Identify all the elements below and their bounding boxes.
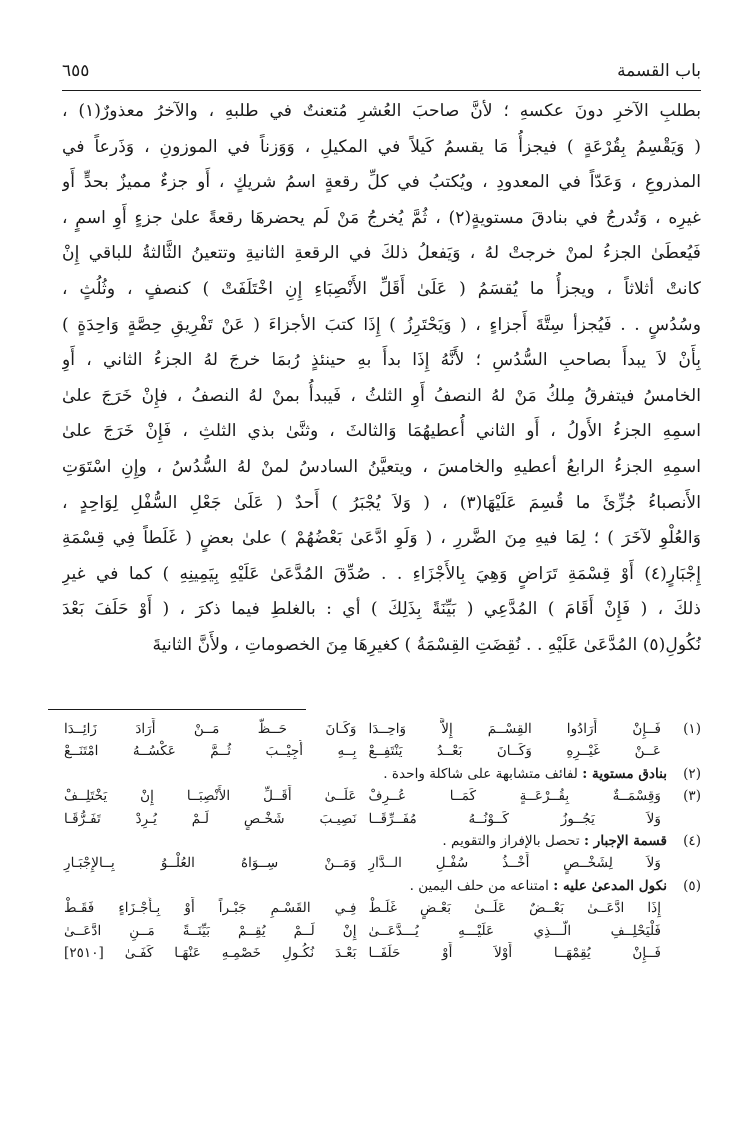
verse-first-hemistich: وَقِسْمَــةٌ بِقُــرْعَــةٍ كَمَــا عُــرِفْ <box>368 788 661 805</box>
footnote-row <box>58 785 701 807</box>
gloss-line <box>58 875 667 897</box>
footnote-row <box>58 942 701 964</box>
main-text <box>62 94 701 664</box>
verse-second-hemistich: نَصِيـبَ شَخْـصٍ لَـمْ يُـرِدْ تَفَـرُّقَـا <box>64 810 357 827</box>
verse-first-hemistich: عَــنْ غَيْــرِهِ وَكَــانَ بَعْــدُ يَنْتَفِــعْ <box>368 743 661 760</box>
footnote-number: (٥) <box>683 877 701 894</box>
verse-second-hemistich: بِــهِ أُجِيْــبَ ثُــمَّ عَكْسُــهُ امْتَنَــعْ <box>64 743 357 760</box>
verse-second-hemistich: إِنْ لَــمْ يُقِــمْ بَيِّنَــةً مَــنِ ادَّعَــىٰ <box>64 922 357 939</box>
verse-line <box>58 785 667 807</box>
text-line: وسُدُسٍ . . فَيُجزأ سِتَّةَ أَجزاءٍ ، ( وَيَحْتَرِزُ ) إِذَا كتبَ الأجزاءَ ( عَنْ تَفْرِيقِ حِصَّةٍ وَاحِدَةٍ ) <box>62 314 701 335</box>
text-line: المذروعِ ، وَعَدّاً في المعدودِ ، ويُكتبُ في كلِّ رقعةٍ اسمُ شريكٍ ، أَو جزءٌ مميزٌ بحدٍّ أَو <box>62 172 701 193</box>
footnote-row <box>58 875 701 897</box>
text-line: نُكُولِ(٥) المُدَّعَىٰ عَلَيْهِ . . نُقِضَتِ القِسْمَةُ ) كغيرِهَا مِنَ الخصوماتِ ، ولأَنَّ الثانيةَ <box>152 634 701 655</box>
gloss-definition: امتناعه من حلف اليمين . <box>409 877 549 894</box>
text-line: إِجْبَارٍ(٤) أَوْ قِسْمَةِ تَرَاضٍ وَهِيَ بِالأَجْزَاءِ . . صُدِّقَ المُدَّعَىٰ عَلَيْهِ بِيَمِينِهِ ) كما في غيرِ <box>62 563 701 584</box>
gloss-term: بنادق مستوية : <box>582 765 667 782</box>
gloss-term: قسمة الإجبار : <box>584 832 667 849</box>
footnote-row <box>58 718 701 740</box>
verse-first-hemistich: فَلْيَحْلِــفِ الَّـــذِي عَلَيْـــهِ يُـــدَّعَــىٰ <box>368 922 661 939</box>
text-line: وَالعُلْوِ لآخَرَ ) ؛ لِمَا فيهِ مِنَ الضَّررِ ، ( وَلَوِ ادَّعَىٰ بَعْضُهُمْ ) علىٰ بعضٍ ( غَلَطاً فِي قِسْمَةِ <box>62 528 701 549</box>
verse-second-hemistich: وَكَـانَ حَــظُّ مَــنْ أَرَادَ زَائِــدَا <box>64 721 357 737</box>
footnote-row <box>58 920 701 942</box>
footnote-number: (٣) <box>683 788 701 805</box>
text-line: بطلبِ الآخرِ دونَ عكسهِ ؛ لأنَّ صاحبَ العُشرِ مُتعنتٌ في طلبهِ ، والآخرُ معذورٌ(١) ، <box>62 101 701 121</box>
footnote-separator <box>48 709 306 710</box>
text-line: غيرِه ، وَتُدرجُ في بنادقَ مستويةٍ(٢) ، ثُمَّ يُخرجُ مَنْ لَم يحضرهَا رقعةً علىٰ جزءٍ أَوِ اسمٍ ، <box>62 207 701 228</box>
footnote-number: (٢) <box>683 765 701 782</box>
verse-line <box>58 852 667 874</box>
text-line: ذلكَ ، ( فَإِنْ أَقَامَ ) المُدَّعِي ( بَيِّنَةً بِذَلِكَ ) أي : بالغلطِ فيما ذكرَ ، ( أَوْ حَلَفَ بَعْدَ <box>62 599 701 620</box>
gloss-line <box>58 830 667 852</box>
verse-first-hemistich: فَــإِنْ يُقِمْهَــا أَوْلاَ أَوْ حَلَفَــا <box>368 944 661 961</box>
footnote-row <box>58 763 701 785</box>
text-line: ( وَيَقْسِمُ بِقُرْعَةٍ ) فيجزأُ مَا يقسمُ كَيلاً في المكيلِ ، وَوَزناً في الموزونِ ، وَذَرعاً في <box>62 136 701 157</box>
verse-first-hemistich: وَلاَ لِشَخْــصٍ أَخْــذُ سُفْـلِ الــدَّارِ <box>368 855 661 872</box>
text-line: فَيُعطَىٰ الجزءُ لمنْ خرجتْ لهُ ، وَيَفعلُ ذلكَ في الرقعةِ الثانيةِ وتتعينُ الثَّالثةُ للباقي إِنْ <box>62 243 701 264</box>
text-line: بِأَنْ لاَ يبدأَ بصاحبِ السُّدُسِ ؛ لأَنَّهُ إِذَا بدأَ بهِ حينئذٍ رُبمَا خرجَ لهُ الجزءُ الثاني ، أَوِ <box>62 350 701 371</box>
verse-second-hemistich: وَمَــنْ سِــوَاهُ العُلْــوُ بِــالإِجْبَـارِ <box>64 855 357 872</box>
verse-line <box>58 897 667 919</box>
chapter-title: باب القسمة <box>617 61 701 81</box>
footnote-row <box>58 897 701 919</box>
verse-first-hemistich: وَلاَ يَجُــوزُ كَــوْنُــهُ مُفَــرِّقَــا <box>368 810 661 827</box>
verse-first-hemistich: فَــإِنْ أَرَادُوا القِسْــمَ إِلاَّ وَاحِــدَا <box>368 721 661 737</box>
verse-second-hemistich: فِـي القَسْـمِ جَبْـراً أَوْ بِـأَجْـزَاءٍ فَقَـطْ <box>64 900 357 917</box>
footnote-number: (١) <box>683 721 701 737</box>
text-line: اسمِهِ الجزءُ الرابعُ أعطيهِ والخامسَ ، ويتعيَّنُ السادسُ لمنْ لهُ السُّدُسُ ، وإِنِ اسْتَوَتِ <box>62 456 701 477</box>
gloss-term: نكول المدعىٰ عليه : <box>553 877 667 894</box>
footnote-row <box>58 830 701 852</box>
footnote-row <box>58 808 701 830</box>
text-line: كانتْ أثلاثاً ، ويجزأُ ما يُقسَمُ ( عَلَىٰ أَقَلِّ الأَنْصِبَاءِ إِنِ اخْتَلَفَتْ ) كنصفٍ ، وثُلُثٍ ، <box>62 278 701 299</box>
page-number: ٦٥٥ <box>62 61 90 81</box>
verse-second-hemistich: بَعْـدَ نُكُـولِ خَصْمِـهِ عَنْهَـا كَفَـىٰ [٢٥١٠] <box>64 944 357 961</box>
header-rule <box>62 90 701 91</box>
verse-line <box>58 942 667 964</box>
footnote-number: (٤) <box>683 832 701 849</box>
gloss-line <box>58 763 667 785</box>
running-header <box>62 56 701 86</box>
gloss-definition: تحصل بالإفراز والتقويم . <box>442 832 580 849</box>
verse-line <box>58 740 667 762</box>
verse-second-hemistich: عَلَــىٰ أَقَــلِّ الأَنْصِبَــا إِنْ يَخْتَلِــفْ <box>64 788 357 805</box>
verse-line <box>58 808 667 830</box>
text-line: الأَنصباءُ جُزِّئَ ما قُسِمَ عَلَيْهَا(٣) ، ( وَلاَ يُجْبَرُ ) أَحدٌ ( عَلَىٰ جَعْلِ السُّفْلِ لِوَاحِدٍ ، <box>62 492 701 513</box>
verse-first-hemistich: إِذَا ادَّعَــىٰ بَعْــضٌ عَلَــىٰ بَعْـضٍ غَلَـطْ <box>368 900 661 917</box>
gloss-definition: لفائف متشابهة على شاكلة واحدة . <box>383 765 578 782</box>
verse-line <box>58 718 667 740</box>
text-line: الخامسُ فيتفرقُ مِلكُ مَنْ لهُ النصفُ أَوِ الثلثُ ، فَيبدأُ بمنْ لهُ النصفُ ، فإِنْ خَرَجَ علىٰ <box>62 385 701 406</box>
footnote-row <box>58 740 701 762</box>
footnote-row <box>58 852 701 874</box>
text-line: اسمِهِ الجزءُ الأَولُ ، أَو الثاني أُعطيهُمَا وَالثالثَ ، وثنَّىٰ بذي الثلثِ ، فَإِنْ خَرَجَ علىٰ <box>62 421 701 442</box>
verse-line <box>58 920 667 942</box>
footnotes <box>58 718 701 964</box>
